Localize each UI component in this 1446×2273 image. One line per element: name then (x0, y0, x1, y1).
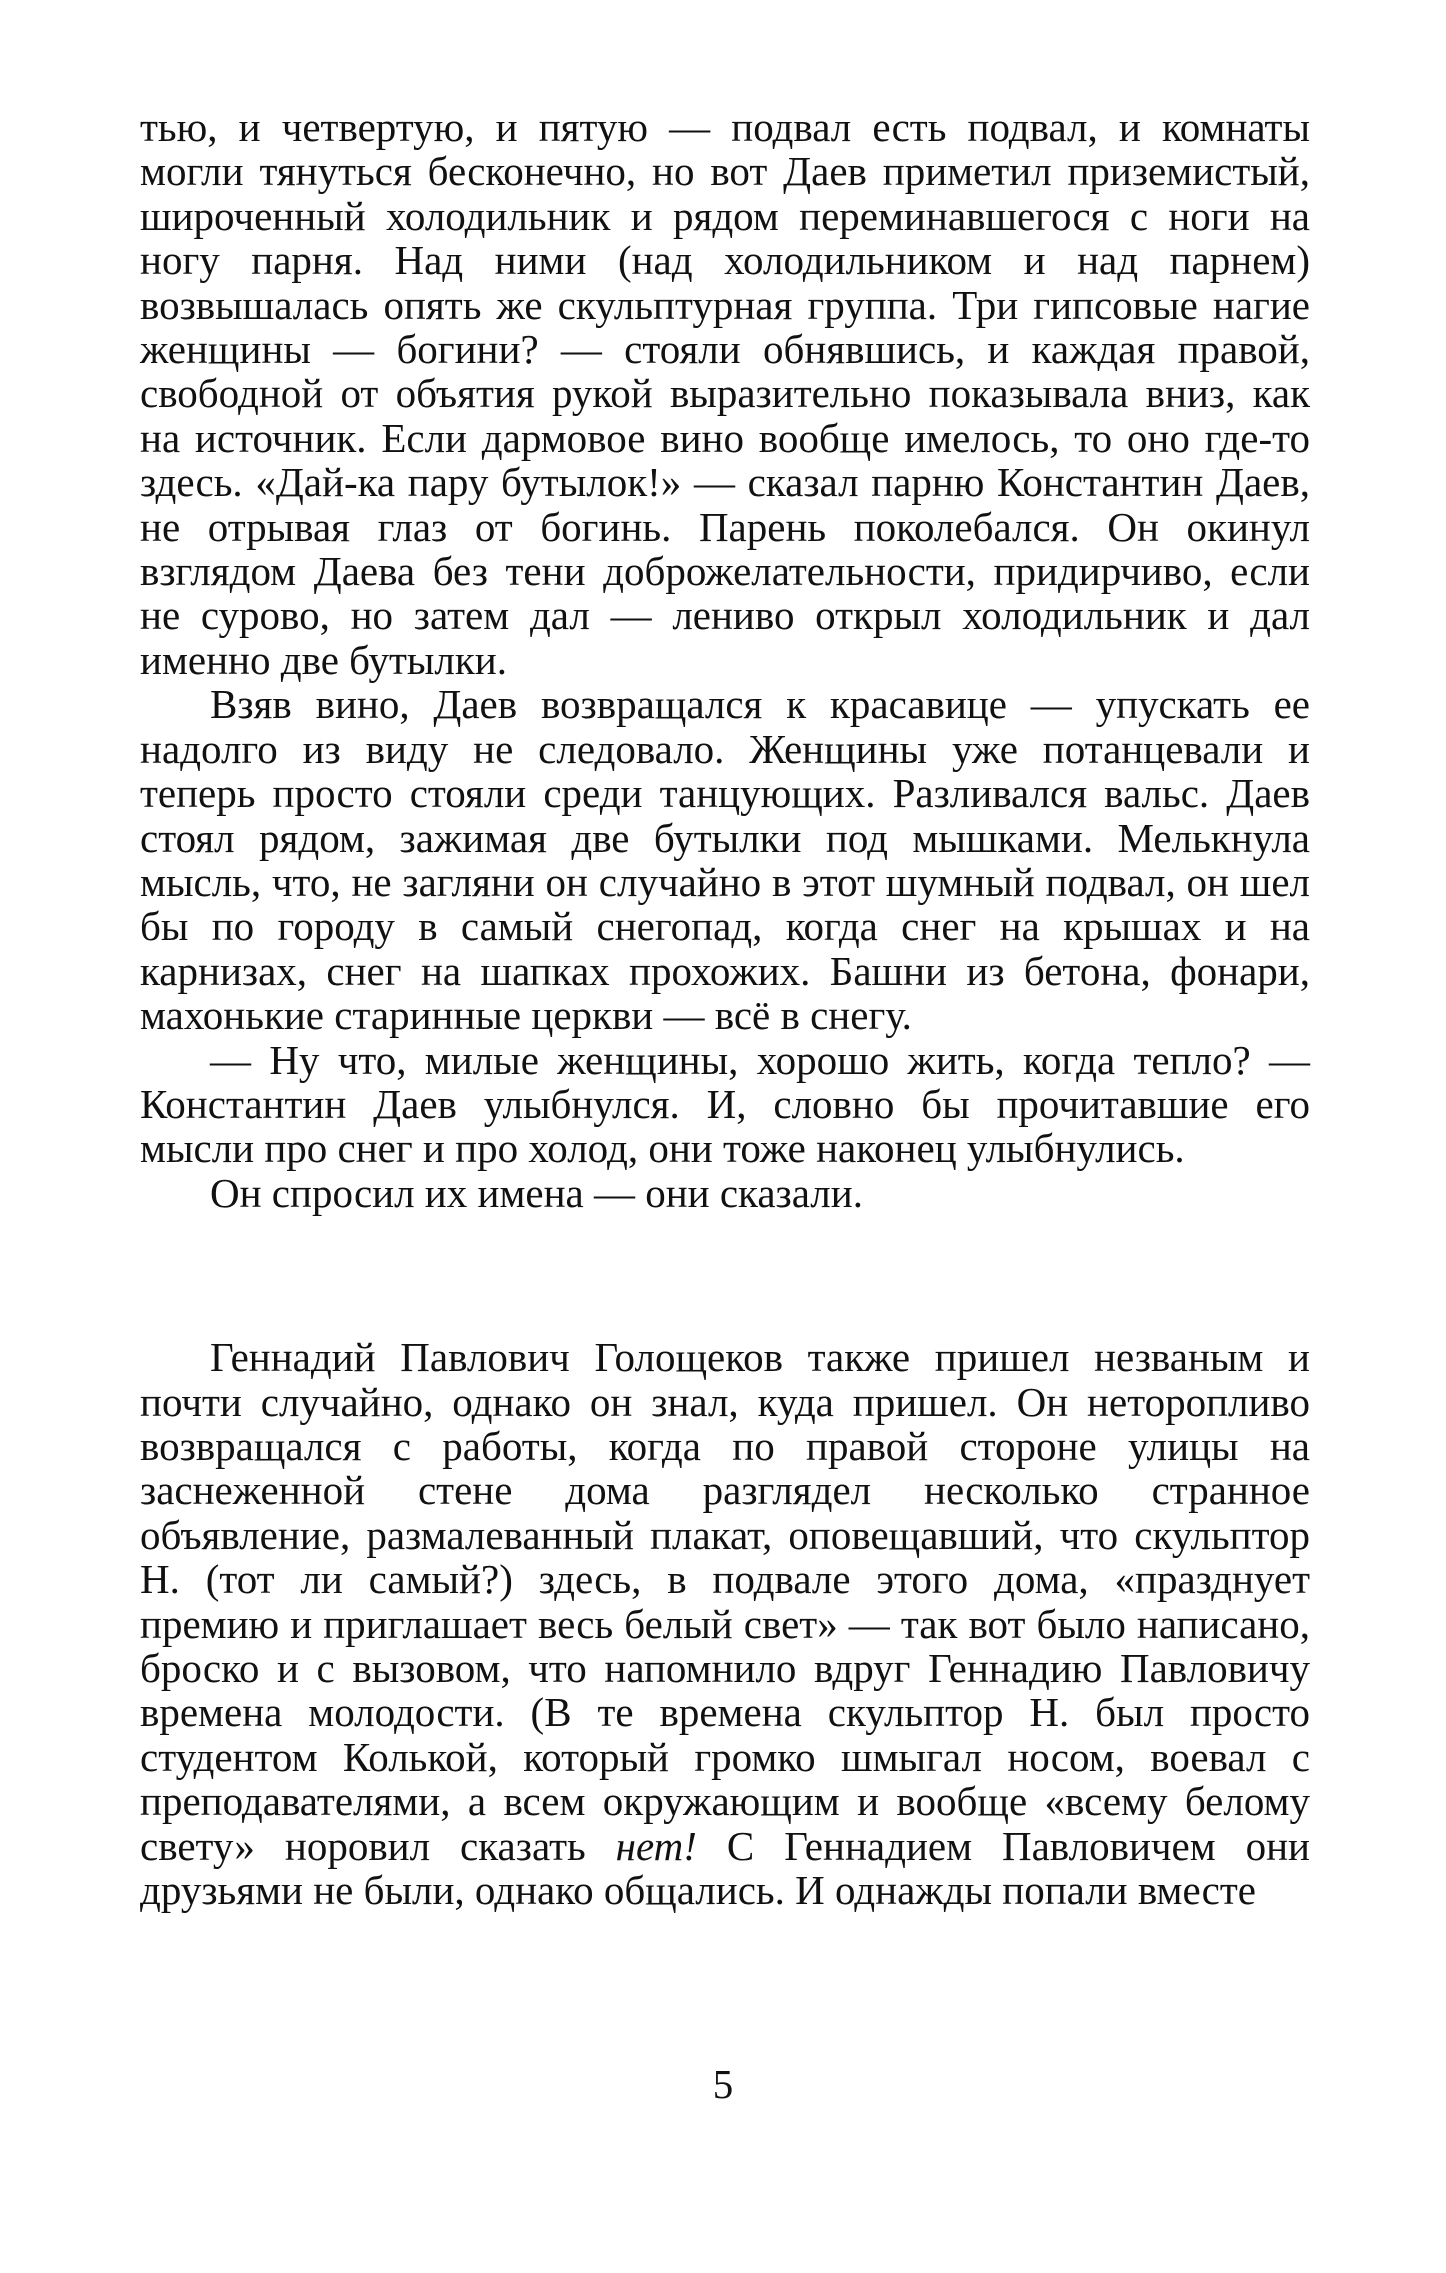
paragraph-1: тью, и четвертую, и пятую — подвал есть подвал, и комнаты могли тянуться бесконечно, но вот Даев приметил приземистый, широченный холодильник и рядом переминавшегося с ноги на ногу парня. Над ними (над холодильником и над парнем) возвышалась опять же скульптурная группа. Три гипсовые нагие женщины — богини? — стояли обнявшись, и каждая правой, свободной от объятия рукой выразительно показывала вниз, как на источник. Если дармовое вино вообще имелось, то оно где-то здесь. «Дай-ка пару бутылок!» — сказал парню Константин Даев, не отрывая глаз от богинь. Парень поколебался. Он окинул взглядом Даева без тени доброжелательности, придирчиво, если не сурово, но затем дал — лениво открыл холодильник и дал именно две бутылки. (140, 104, 1310, 683)
paragraph-5-italic-word: нет! (615, 1822, 697, 1869)
paragraph-5 (140, 1335, 1310, 1912)
paragraph-5-text-start: Геннадий Павлович Голощеков также пришел незваным и почти случайно, однако он знал, куда пришел. Он неторопливо возвращался с работы, когда по правой стороне улицы на заснеженной стене дома разглядел несколько странное объявление, размалеванный плакат, оповещавший, что скульптор Н. (тот ли самый?) здесь, в подвале этого дома, «празднует премию и приглашает весь белый свет» — так вот было написано, броско и с вызовом, что напомнило вдруг Геннадию Павловичу времена молодости. (В те времена скульптор Н. был просто студентом Колькой, который громко шмыгал носом, воевал с преподавателями, а всем окружающим и вообще «всему белому свету» норовил сказать (140, 1334, 1310, 1869)
paragraph-3-dialogue: — Ну что, милые женщины, хорошо жить, когда тепло? — Константин Даев улыбнулся. И, словно бы прочитавшие его мысли про снег и про холод, они тоже наконец улыбнулись. (140, 1036, 1310, 1172)
paragraph-2: Взяв вино, Даев возвращался к красавице — упускать ее надолго из виду не следовало. Женщины уже потанцевали и теперь просто стояли среди танцующих. Разливался вальс. Даев стоял рядом, зажимая две бутылки под мышками. Мелькнула мысль, что, не загляни он случайно в этот шумный подвал, он шел бы по городу в самый снегопад, когда снег на крышах и на карнизах, снег на шапках прохожих. Башни из бетона, фонари, махонькие старинные церкви — всё в снегу. (140, 681, 1310, 1039)
page-number: 5 (712, 2061, 734, 2107)
page-body-text (140, 105, 1310, 1912)
paragraph-4: Он спросил их имена — они сказали. (210, 1169, 863, 1216)
section-break (140, 1215, 1310, 1335)
paragraph-5-text-end: С Геннадием Павловичем они друзьями не были, однако общались. И однажды попали вместе (140, 1822, 1310, 1914)
